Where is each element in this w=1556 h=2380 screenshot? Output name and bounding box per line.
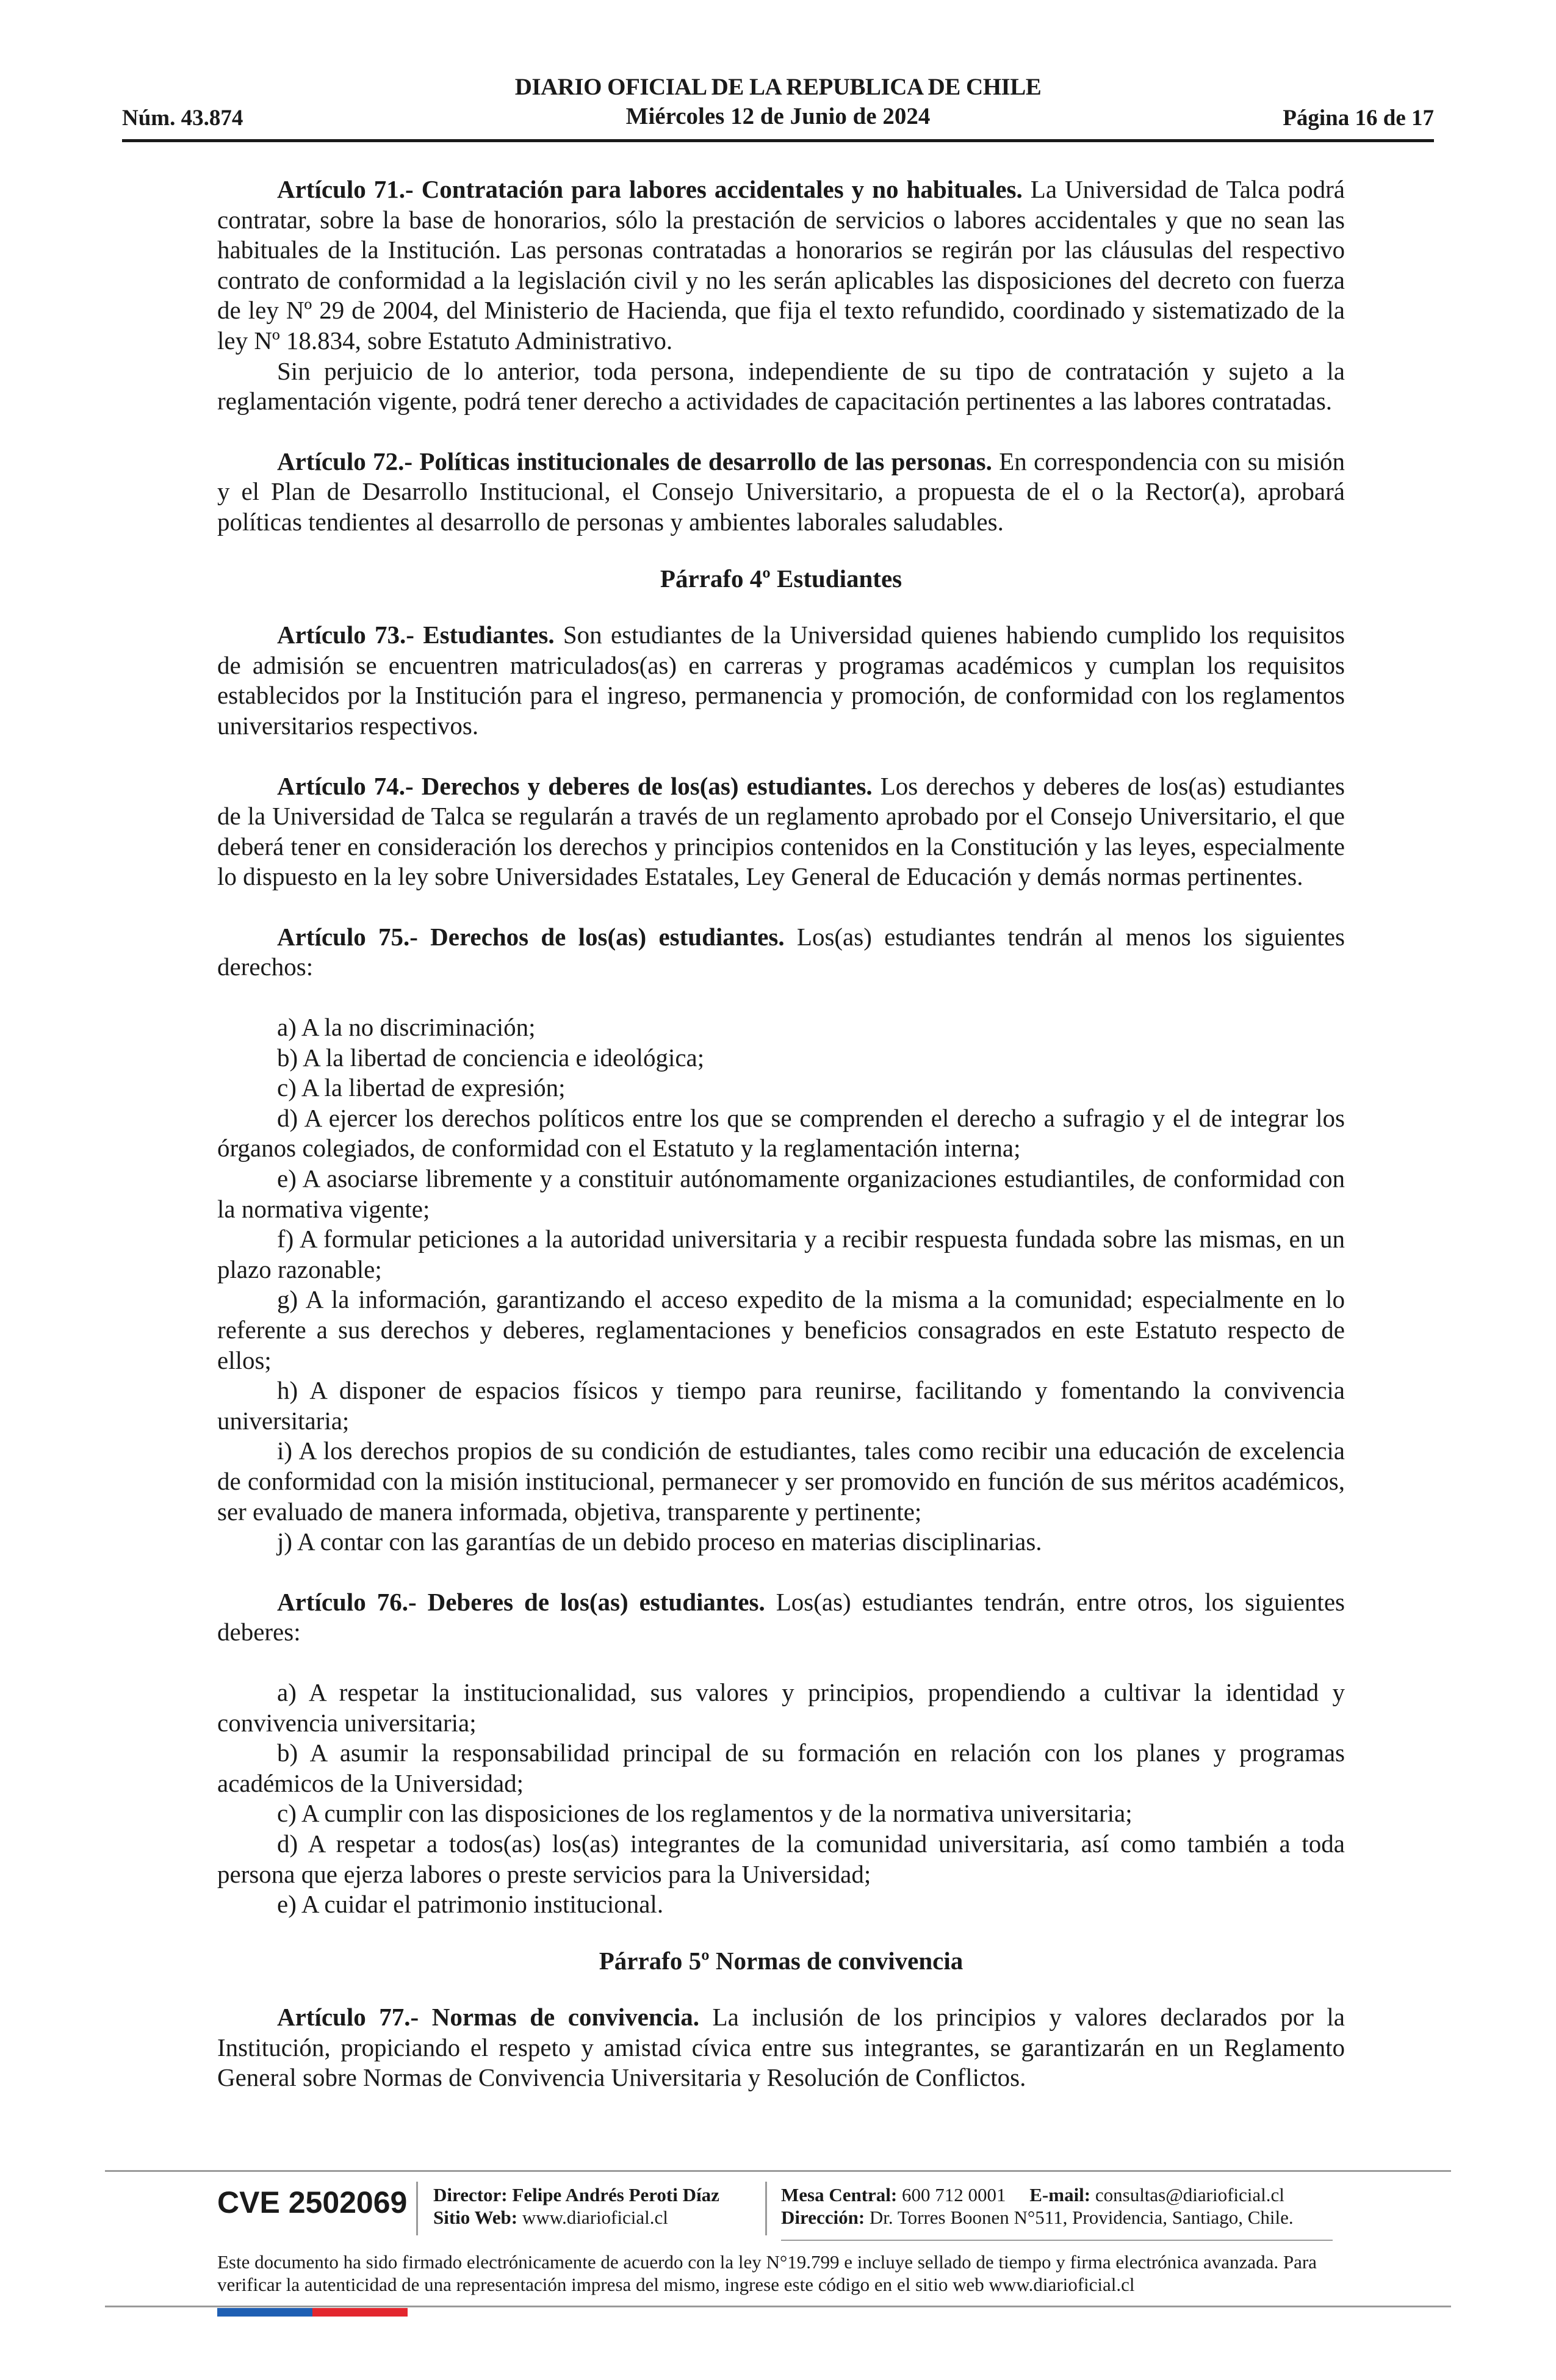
article-75-text: Los(as) estudiantes tendrán al menos los siguientes derechos: xyxy=(217,922,1345,981)
list-item: a) A respetar la institucionalidad, sus valores y principios, propendiendo a cultivar la identidad y convivencia universitaria; xyxy=(217,1678,1345,1737)
article-76 xyxy=(217,1587,1345,1648)
list-item: d) A ejercer los derechos políticos entre los que se comprenden el derecho a sufragio y el de integrar los órganos colegiados, de conformidad con el Estatuto y la reglamentación interna; xyxy=(217,1103,1345,1163)
article-71-heading: Artículo 71.- Contratación para labores accidentales y no habituales. xyxy=(277,175,1023,203)
email-label: E-mail: xyxy=(1029,2184,1091,2205)
list-item: i) A los derechos propios de su condición de estudiantes, tales como recibir una educación de excelencia de conformidad con la misión institucional, permanecer y ser promovido en función de sus méritos académicos, ser evaluado de manera informada, objetiva, transparente y pertinente; xyxy=(217,1437,1345,1526)
list-item: c) A cumplir con las disposiciones de los reglamentos y de la normativa universitaria; xyxy=(277,1799,1133,1828)
list-item: h) A disponer de espacios físicos y tiempo para reunirse, facilitando y fomentando la convivencia universitaria; xyxy=(217,1376,1345,1435)
article-74-text: Los derechos y deberes de los(as) estudiantes de la Universidad de Talca se regularán a través de un reglamento aprobado por el Consejo Universitario, el que deberá tener en consideración los derechos y principios contenidos en la Constitución y las leyes, especialmente lo dispuesto en la ley sobre Universidades Estatales, Ley General de Educación y demás normas pertinentes. xyxy=(217,771,1345,891)
footer-contact-block xyxy=(781,2183,1294,2229)
list-item: b) A asumir la responsabilidad principal de su formación en relación con los planes y programas académicos de la Universidad; xyxy=(217,1739,1345,1797)
article-71 xyxy=(217,175,1345,356)
cve-code: CVE 2502069 xyxy=(217,2185,408,2220)
list-item: d) A respetar a todos(as) los(as) integrantes de la comunidad universitaria, así como también a toda persona que ejerza labores o preste servicios para la Universidad; xyxy=(217,1829,1345,1888)
section-heading-5: Párrafo 5º Normas de convivencia xyxy=(599,1946,963,1975)
list-item: f) A formular peticiones a la autoridad universitaria y a recibir respuesta fundada sobre las mismas, en un plazo razonable; xyxy=(217,1225,1345,1283)
article-73-heading: Artículo 73.- Estudiantes. xyxy=(277,621,555,649)
page-indicator: Página 16 de 17 xyxy=(1283,106,1434,131)
address-label: Dirección: xyxy=(781,2207,865,2228)
website-label: Sitio Web: xyxy=(433,2207,518,2228)
list-item: g) A la información, garantizando el acceso expedito de la misma a la comunidad; especialmente en lo referente a sus derechos y deberes, reglamentaciones y beneficios consagrados en este Estatuto respecto de ellos; xyxy=(217,1285,1345,1374)
email-link[interactable]: consultas@diarioficial.cl xyxy=(1095,2184,1284,2205)
article-73-text: Son estudiantes de la Universidad quienes habiendo cumplido los requisitos de admisión se encuentren matriculados(as) en carreras y programas académicos y cumplan los requisitos establecidos por la Institución para el ingreso, permanencia y promoción, de conformidad con los reglamentos universitarios respectivos. xyxy=(217,621,1345,740)
signature-note: Este documento ha sido firmado electrónicamente de acuerdo con la ley N°19.799 e incluye sellado de tiempo y firma electrónica avanzada. Para verificar la autenticidad de una representación impresa del mismo, ingrese este código en el sitio web www.diarioficial.cl xyxy=(217,2251,1317,2295)
footer-separator xyxy=(765,2182,767,2235)
address-value: Dr. Torres Boonen N°511, Providencia, Santiago, Chile. xyxy=(869,2207,1294,2228)
footer-divider-bottom xyxy=(105,2306,1451,2307)
article-71-paragraph-2: Sin perjuicio de lo anterior, toda persona, independiente de su tipo de contratación y sujeto a la reglamentación vigente, podrá tener derecho a actividades de capacitación pertinentes a las labores contratadas. xyxy=(217,356,1345,416)
footer-separator xyxy=(416,2182,418,2235)
list-item: c) A la libertad de expresión; xyxy=(277,1073,566,1102)
flag-stripe-red xyxy=(312,2308,408,2317)
mesa-label: Mesa Central: xyxy=(781,2184,898,2205)
article-72-heading: Artículo 72.- Políticas institucionales de desarrollo de las personas. xyxy=(277,447,992,475)
article-77 xyxy=(217,2002,1345,2093)
newspaper-title: DIARIO OFICIAL DE LA REPUBLICA DE CHILE xyxy=(514,74,1042,100)
article-73 xyxy=(217,620,1345,741)
list-item: a) A la no discriminación; xyxy=(277,1013,536,1042)
article-75-heading: Artículo 75.- Derechos de los(as) estudiantes. xyxy=(277,922,785,951)
article-76-text: Los(as) estudiantes tendrán, entre otros, los siguientes deberes: xyxy=(217,1587,1345,1646)
list-item: e) A cuidar el patrimonio institucional. xyxy=(277,1890,664,1919)
section-heading-4: Párrafo 4º Estudiantes xyxy=(660,564,902,593)
issue-date: Miércoles 12 de Junio de 2024 xyxy=(625,103,931,129)
document-body xyxy=(217,175,1345,2093)
mesa-phone: 600 712 0001 xyxy=(902,2184,1006,2205)
director-label: Director: xyxy=(433,2184,508,2205)
footer-divider-mid xyxy=(781,2240,1333,2241)
article-74-heading: Artículo 74.- Derechos y deberes de los(as) estudiantes. xyxy=(277,771,873,800)
article-72 xyxy=(217,447,1345,538)
header-divider xyxy=(122,139,1434,142)
article-72-text: En correspondencia con su misión y el Plan de Desarrollo Institucional, el Consejo Universitario, a propuesta de el o la Rector(a), aprobará políticas tendientes al desarrollo de personas y ambientes laborales saludables. xyxy=(217,447,1345,536)
footer-director-block xyxy=(433,2183,719,2229)
footer-divider-top xyxy=(105,2170,1451,2172)
list-item: b) A la libertad de conciencia e ideológica; xyxy=(277,1043,705,1072)
article-74 xyxy=(217,771,1345,892)
article-75 xyxy=(217,922,1345,983)
flag-stripe-blue xyxy=(217,2308,312,2317)
list-item: e) A asociarse libremente y a constituir autónomamente organizaciones estudiantiles, de conformidad con la normativa vigente; xyxy=(217,1164,1345,1223)
director-name: Felipe Andrés Peroti Díaz xyxy=(512,2184,719,2205)
article-76-heading: Artículo 76.- Deberes de los(as) estudiantes. xyxy=(277,1587,765,1616)
article-77-text: La inclusión de los principios y valores declarados por la Institución, propiciando el respeto y amistad cívica entre sus integrantes, se garantizarán en un Reglamento General sobre Normas de Convivencia Universitaria y Resolución de Conflictos. xyxy=(217,2003,1345,2092)
issue-number: Núm. 43.874 xyxy=(122,106,243,131)
list-item: j) A contar con las garantías de un debido proceso en materias disciplinarias. xyxy=(277,1527,1042,1556)
website-link[interactable]: www.diarioficial.cl xyxy=(522,2207,668,2228)
article-77-heading: Artículo 77.- Normas de convivencia. xyxy=(277,2003,699,2032)
article-71-text: La Universidad de Talca podrá contratar, sobre la base de honorarios, sólo la prestación de servicios o labores accidentales y que no sean las habituales de la Institución. Las personas contratadas a honorarios se regirán por las cláusulas del respectivo contrato de conformidad a la legislación civil y no les serán aplicables las disposiciones del decreto con fuerza de ley Nº 29 de 2004, del Ministerio de Hacienda, que fija el texto refundido, coordinado y sistematizado de la ley Nº 18.834, sobre Estatuto Administrativo. xyxy=(217,175,1345,355)
